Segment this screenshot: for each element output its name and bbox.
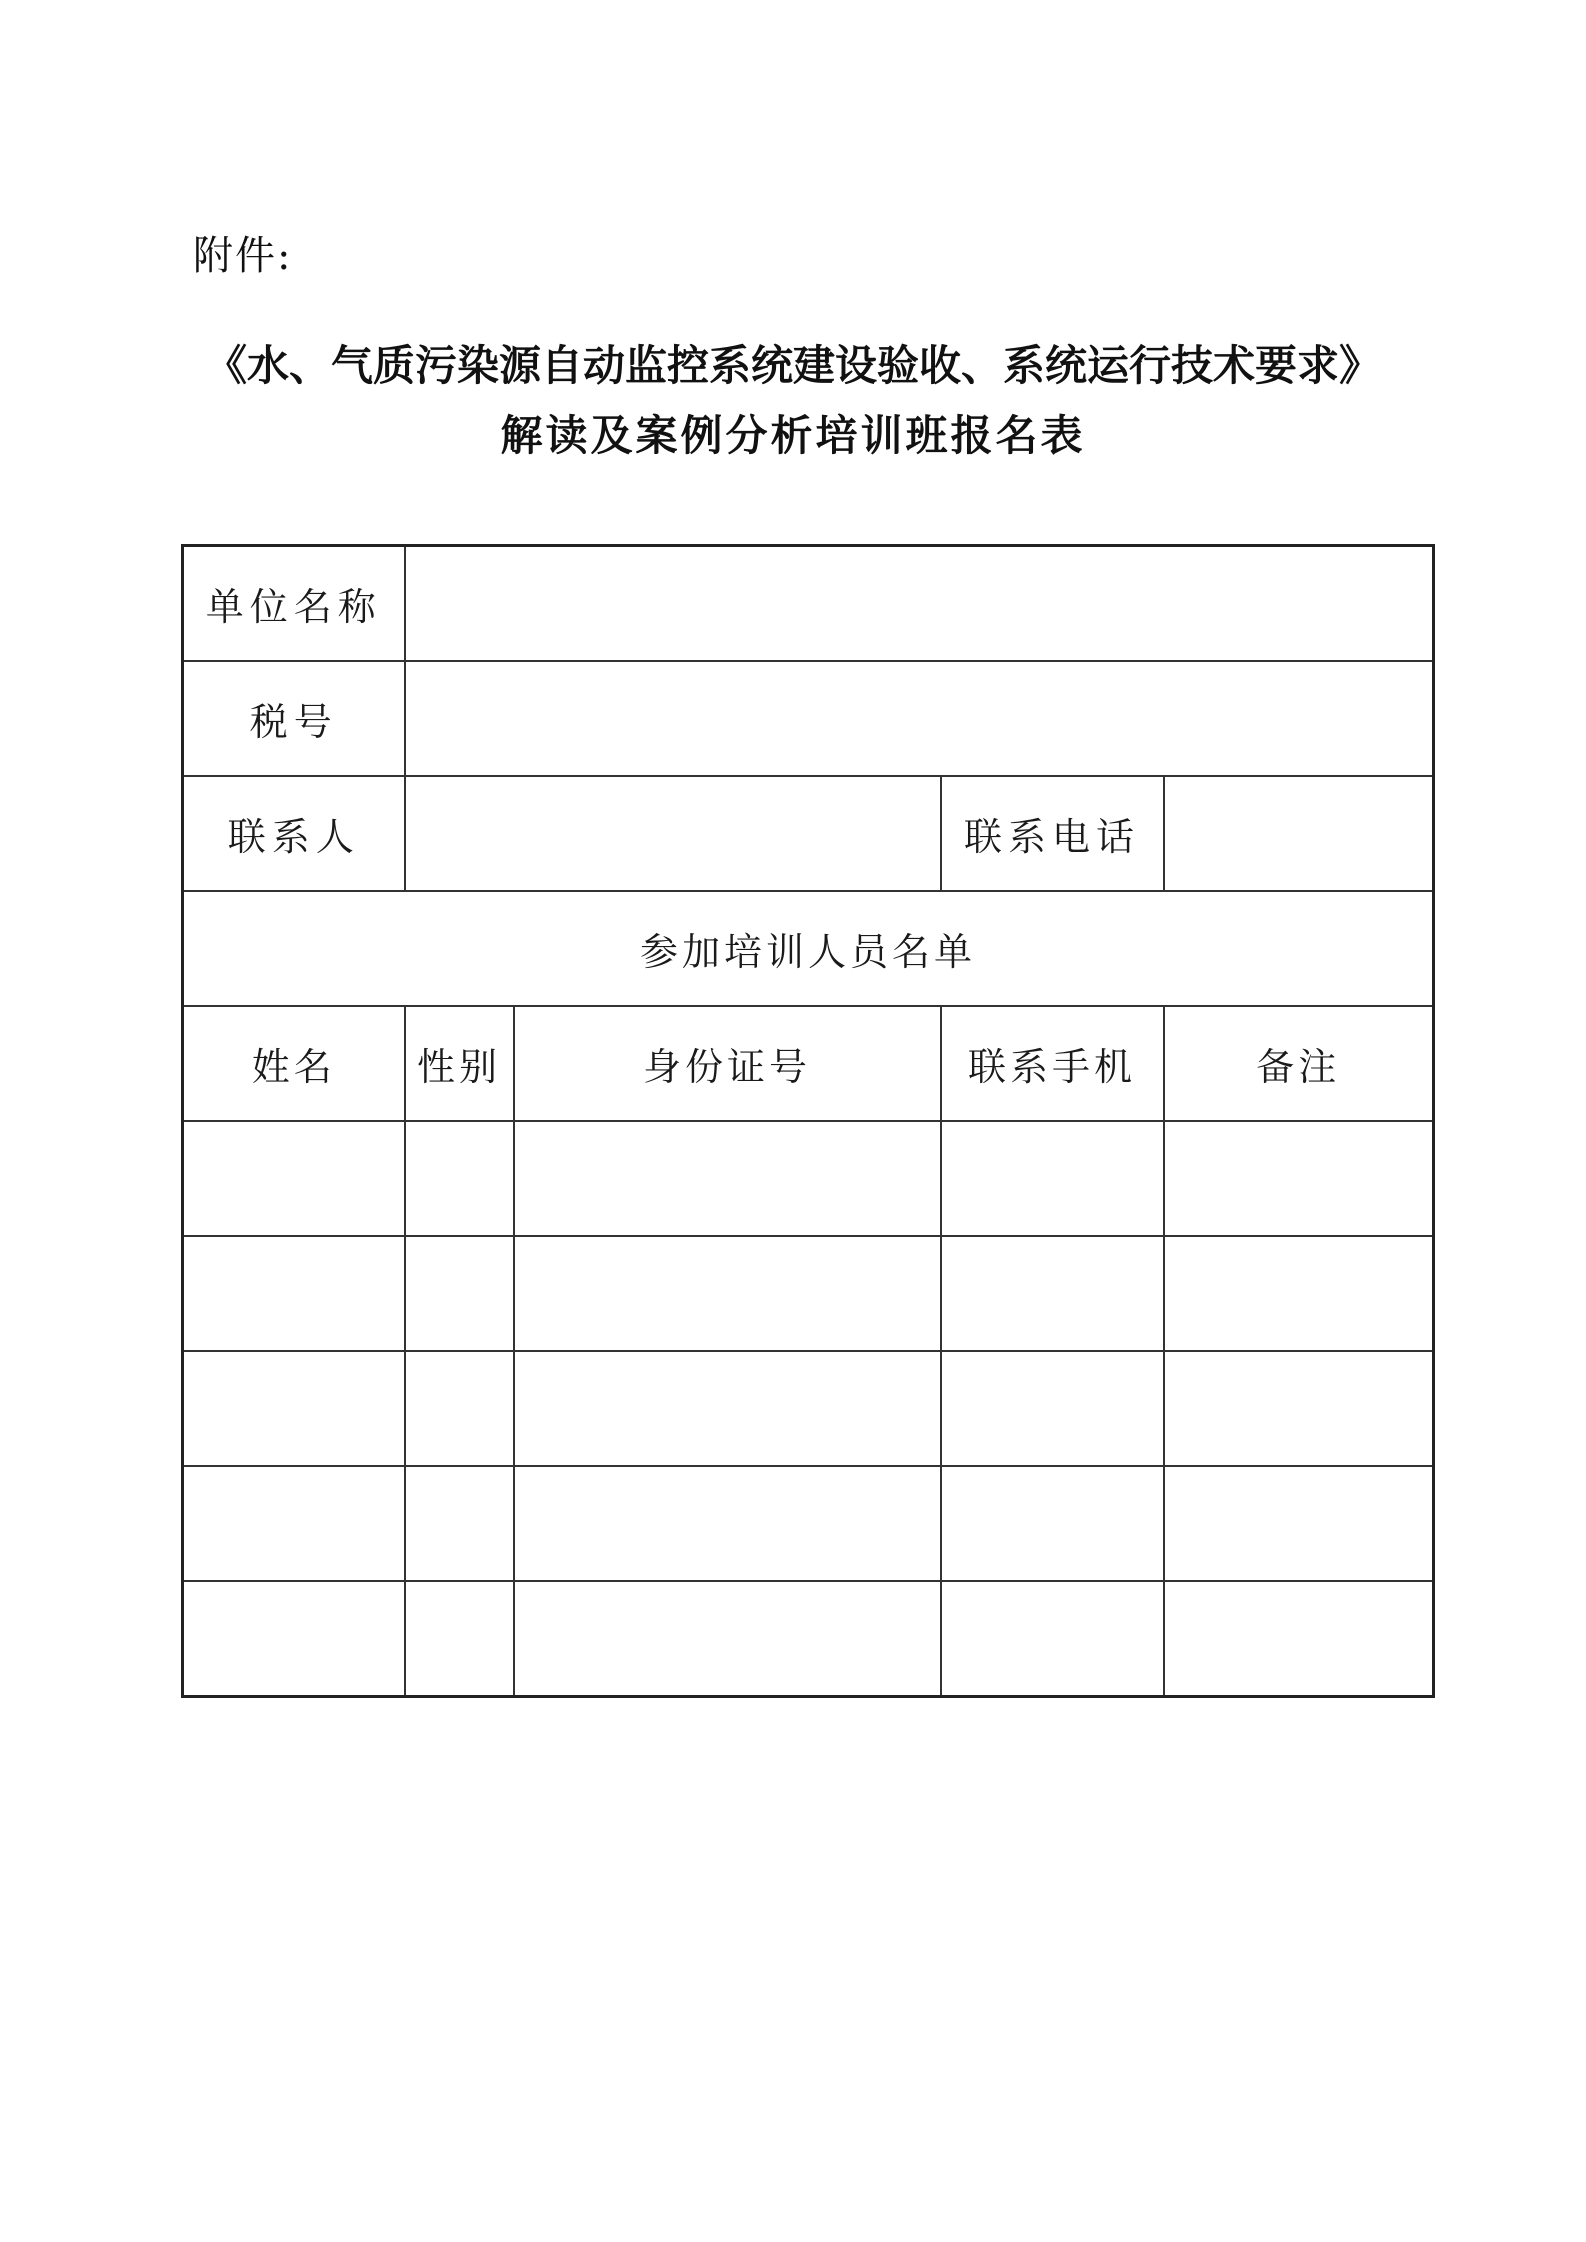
participant-gender-cell[interactable]: [405, 1581, 514, 1697]
participant-gender-cell[interactable]: [405, 1351, 514, 1466]
column-header-name: 姓名: [183, 1006, 405, 1121]
participant-row: [183, 1581, 1434, 1697]
unit-name-label: 单位名称: [183, 546, 405, 662]
column-header-remarks: 备注: [1164, 1006, 1434, 1121]
participant-mobile-cell[interactable]: [941, 1121, 1164, 1236]
participant-name-cell[interactable]: [183, 1581, 405, 1697]
participant-name-cell[interactable]: [183, 1351, 405, 1466]
unit-name-field[interactable]: [405, 546, 1434, 662]
document-title-line1: 《水、气质污染源自动监控系统建设验收、系统运行技术要求》: [204, 341, 1381, 390]
tax-id-field[interactable]: [405, 661, 1434, 776]
unit-name-row: [183, 546, 1434, 662]
participant-mobile-cell[interactable]: [941, 1466, 1164, 1581]
document-title-line2: 解读及案例分析培训班报名表: [500, 411, 1086, 460]
participant-id-number-cell[interactable]: [514, 1581, 941, 1697]
participants-header-row: [183, 891, 1434, 1006]
participant-gender-cell[interactable]: [405, 1466, 514, 1581]
participant-id-number-cell[interactable]: [514, 1351, 941, 1466]
participant-row: [183, 1236, 1434, 1351]
participant-remarks-cell[interactable]: [1164, 1236, 1434, 1351]
participant-row: [183, 1121, 1434, 1236]
participant-remarks-cell[interactable]: [1164, 1351, 1434, 1466]
participant-mobile-cell[interactable]: [941, 1351, 1164, 1466]
participant-gender-cell[interactable]: [405, 1236, 514, 1351]
participant-remarks-cell[interactable]: [1164, 1581, 1434, 1697]
participant-id-number-cell[interactable]: [514, 1466, 941, 1581]
participant-remarks-cell[interactable]: [1164, 1466, 1434, 1581]
registration-form-table: [181, 544, 1435, 1698]
participant-id-number-cell[interactable]: [514, 1236, 941, 1351]
contact-phone-label: 联系电话: [941, 776, 1164, 891]
participant-name-cell[interactable]: [183, 1466, 405, 1581]
tax-id-label: 税号: [183, 661, 405, 776]
participant-row: [183, 1351, 1434, 1466]
participant-row: [183, 1466, 1434, 1581]
contact-row: [183, 776, 1434, 891]
participant-id-number-cell[interactable]: [514, 1121, 941, 1236]
attachment-label: 附件:: [193, 233, 293, 279]
participants-column-header-row: [183, 1006, 1434, 1121]
participant-name-cell[interactable]: [183, 1121, 405, 1236]
participant-mobile-cell[interactable]: [941, 1581, 1164, 1697]
participants-header: 参加培训人员名单: [183, 891, 1434, 1006]
participant-mobile-cell[interactable]: [941, 1236, 1164, 1351]
participant-name-cell[interactable]: [183, 1236, 405, 1351]
column-header-mobile: 联系手机: [941, 1006, 1164, 1121]
participant-remarks-cell[interactable]: [1164, 1121, 1434, 1236]
column-header-id-number: 身份证号: [514, 1006, 941, 1121]
participant-gender-cell[interactable]: [405, 1121, 514, 1236]
contact-person-label: 联系人: [183, 776, 405, 891]
tax-id-row: [183, 661, 1434, 776]
contact-person-field[interactable]: [405, 776, 941, 891]
column-header-gender: 性别: [405, 1006, 514, 1121]
contact-phone-field[interactable]: [1164, 776, 1434, 891]
